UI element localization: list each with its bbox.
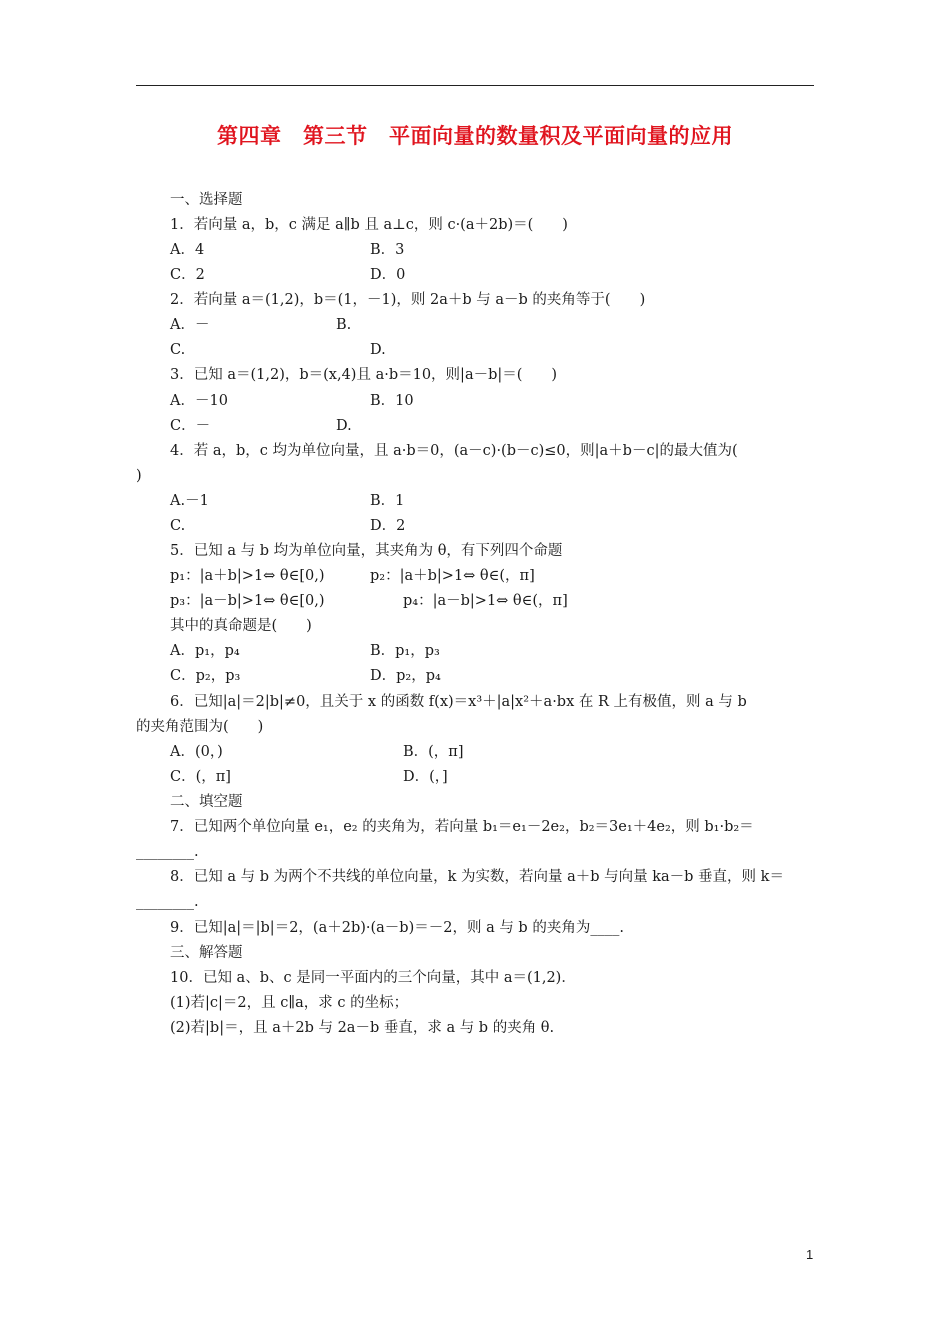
option-c: C．－: [170, 418, 211, 434]
option-c: C．2: [170, 267, 205, 283]
question-3: 3．已知 a＝(1,2)，b＝(x,4)且 a·b＝10，则|a－b|＝( ): [170, 367, 558, 383]
option-b: B．(，π]: [403, 744, 464, 760]
option-d: D．(，]: [403, 769, 448, 785]
option-a: A．－: [170, 317, 210, 333]
option-a: A．p₁，p₄: [170, 643, 240, 659]
option-b: B．p₁，p₃: [370, 643, 440, 659]
question-10: 10．已知 a、b、c 是同一平面内的三个向量，其中 a＝(1,2)．: [170, 970, 576, 986]
option-b: B.: [336, 317, 352, 333]
option-a: A．－10: [170, 393, 228, 409]
question-8: 8．已知 a 与 b 为两个不共线的单位向量，k 为实数，若向量 a＋b 与向量 ka－b 垂直，则 k＝: [170, 869, 784, 885]
option-c: C．(，π]: [170, 769, 231, 785]
page-title: 第四章 第三节 平面向量的数量积及平面向量的应用: [217, 124, 733, 148]
proposition-p3: p₃：|a－b|>1⇔ θ∈[0,): [170, 593, 325, 609]
header-rule: [136, 85, 814, 86]
section-heading: 三、解答题: [170, 945, 243, 961]
question-6: 6．已知|a|＝2|b|≠0，且关于 x 的函数 f(x)＝x³＋|a|x²＋a·bx 在 R 上有极值，则 a 与 b: [170, 694, 747, 710]
option-b: B．10: [370, 393, 414, 409]
question-1: 1．若向量 a，b，c 满足 a∥b 且 a⊥c，则 c·(a＋2b)＝( ): [170, 217, 568, 233]
option-a: A．4: [170, 242, 205, 258]
option-d: D．0: [370, 267, 406, 283]
option-d: D.: [336, 418, 352, 434]
question-2: 2．若向量 a＝(1,2)，b＝(1，－1)，则 2a＋b 与 a－b 的夹角等于( ): [170, 292, 646, 308]
option-b: B．3: [370, 242, 405, 258]
section-heading: 一、选择题: [170, 192, 243, 208]
option-d: D.: [370, 342, 386, 358]
question-5: 5．已知 a 与 b 均为单位向量，其夹角为 θ，有下列四个命题: [170, 543, 563, 559]
proposition-p2: p₂：|a＋b|>1⇔ θ∈(，π]: [370, 568, 535, 584]
answer-blank: ________.: [136, 844, 199, 860]
section-heading: 二、填空题: [170, 794, 243, 810]
question-4: 4．若 a，b，c 均为单位向量，且 a·b＝0，(a－c)·(b－c)≤0，则|a＋b－c|的最大值为(: [170, 443, 738, 459]
question-7: 7．已知两个单位向量 e₁，e₂ 的夹角为，若向量 b₁＝e₁－2e₂，b₂＝3e₁＋4e₂，则 b₁·b₂＝: [170, 819, 754, 835]
option-a: A.－1: [170, 493, 209, 509]
option-b: B．1: [370, 493, 405, 509]
option-d: D．p₂，p₄: [370, 668, 441, 684]
page-number: 1: [806, 1247, 814, 1262]
question-6-continued: 的夹角范围为( ): [136, 719, 264, 735]
option-c: C．p₂，p₃: [170, 668, 241, 684]
option-c: C.: [170, 518, 186, 534]
question-9: 9．已知|a|＝|b|＝2，(a＋2b)·(a－b)＝－2，则 a 与 b 的夹角为____.: [170, 920, 624, 936]
proposition-p1: p₁：|a＋b|>1⇔ θ∈[0,): [170, 568, 325, 584]
option-a: A．(0，): [170, 744, 223, 760]
question-10-part-1: (1)若|c|＝2，且 c∥a，求 c 的坐标；: [170, 995, 409, 1011]
question-4-continued: ): [136, 468, 142, 484]
option-c: C.: [170, 342, 186, 358]
question-10-part-2: (2)若|b|＝，且 a＋2b 与 2a－b 垂直，求 a 与 b 的夹角 θ.: [170, 1020, 555, 1036]
answer-blank: ________.: [136, 894, 199, 910]
proposition-p4: p₄：|a－b|>1⇔ θ∈(，π]: [403, 593, 568, 609]
question-5-prompt: 其中的真命题是( ): [170, 618, 312, 634]
option-d: D．2: [370, 518, 406, 534]
